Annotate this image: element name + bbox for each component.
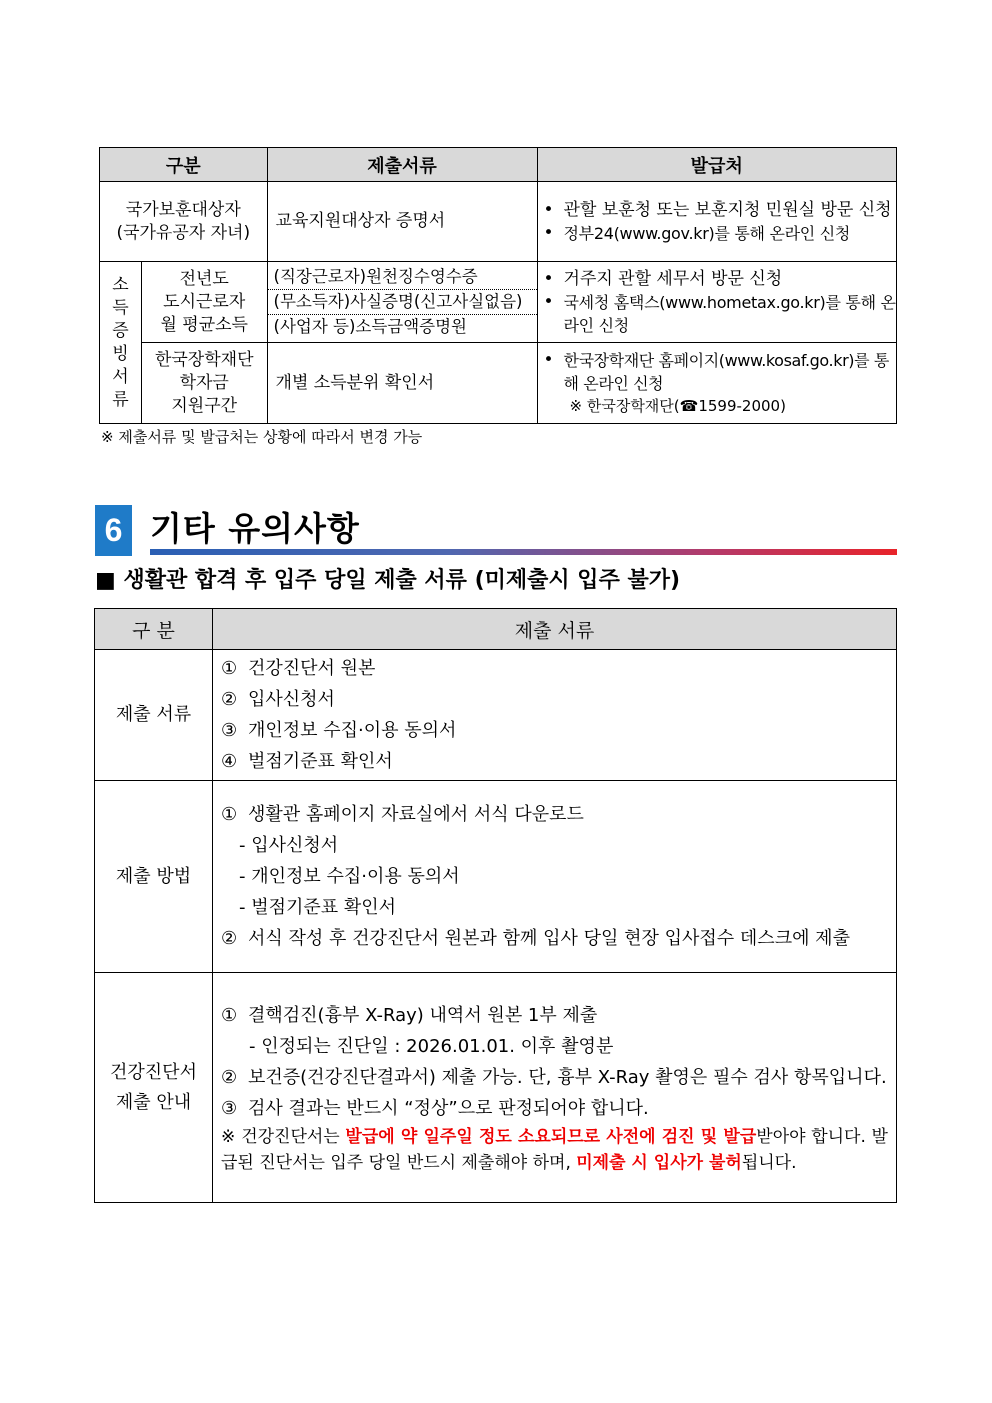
table1-note: ※ 제출서류 및 발급처는 상황에 따라서 변경 가능 [101,428,423,446]
group-char: 빙 [112,343,129,364]
list-item: ① 생활관 홈페이지 자료실에서 서식 다운로드 [221,804,584,825]
issuer-item: 국세청 홈택스(www.hometax.go.kr)를 통해 온라인 신청 [563,292,896,335]
list-item: ② 입사신청서 [221,689,335,710]
category-line: 지원구간 [171,395,238,416]
income-documents-table [99,147,897,424]
header-category: 구분 [100,148,268,182]
row-label: 제출 서류 [95,650,213,781]
list-item: ④ 벌점기준표 확인서 [221,751,393,772]
notice-warning: 발급에 약 일주일 정도 소요되므로 사전에 검진 및 발급 [345,1126,757,1147]
row3-document: 개별 소득분위 확인서 [267,343,537,424]
issuer-item: 정부24(www.gov.kr)를 통해 온라인 신청 [563,223,851,243]
header-issuer: 발급처 [537,148,896,182]
submit-documents-list [213,650,897,781]
category-line: 한국장학재단 [154,349,254,370]
section-title: 기타 유의사항 [150,509,360,548]
list-item: ② 서식 작성 후 건강진단서 원본과 함께 입사 당일 현장 입사접수 데스크에 제출 [221,928,850,949]
row3-issuer: • 한국장학재단 홈페이지(www.kosaf.go.kr)를 통해 온라인 신청 ※ 한국장학재단(☎1599-2000) [537,343,896,424]
issuer-item: 거주지 관할 세무서 방문 신청 [563,268,783,289]
category-line: 도시근로자 [163,291,246,312]
list-item: ① 결핵검진(흉부 X-Ray) 내역서 원본 1부 제출 [221,1004,598,1026]
notice-text: 됩니다. [741,1152,797,1173]
section-number: 6 [95,505,132,556]
label-line: 건강진단서 [110,1061,197,1083]
row-label [95,973,213,1203]
income-proof-group-label [100,262,142,424]
list-item: ③ 개인정보 수집·이용 동의서 [221,720,457,741]
sub-item: - 입사신청서 [239,835,339,856]
category-line: 학자금 [179,372,229,393]
move-in-documents-table [94,608,897,1203]
document-item: (사업자 등)소득금액증명원 [273,317,467,336]
row1-document: 교육지원대상자 증명서 [267,182,537,262]
row-label: 제출 방법 [95,781,213,973]
header-document: 제출서류 [267,148,537,182]
group-char: 증 [112,320,129,341]
health-certificate-guide [213,973,897,1203]
row1-issuer: • 관할 보훈청 또는 보훈지청 민원실 방문 신청 • 정부24(www.gov.kr)를 통해 온라인 신청 [537,182,896,262]
header-documents: 제출 서류 [213,609,897,650]
group-char: 서 [112,366,129,387]
row2-issuer: • 거주지 관할 세무서 방문 신청 • 국세청 홈택스(www.hometax.go.kr)를 통해 온라인 신청 [537,262,896,343]
sub-item: - 개인정보 수집·이용 동의서 [239,866,460,887]
group-char: 류 [112,389,129,410]
label-line: 제출 안내 [115,1091,192,1113]
header-category: 구 분 [95,609,213,650]
list-item: ② 보건증(건강진단결과서) 제출 가능. 단, 흉부 X-Ray 촬영은 필수 검사 항목입니다. [221,1066,887,1088]
document-item: (직장근로자)원천징수영수증 [268,265,537,290]
document-item: (무소득자)사실증명(신고사실없음) [268,290,537,315]
row2-category [141,262,267,343]
list-item: ① 건강진단서 원본 [221,658,376,679]
section-subtitle: ■ 생활관 합격 후 입주 당일 제출 서류 (미제출시 입주 불가) [95,568,681,593]
issuer-item: 한국장학재단 홈페이지(www.kosaf.go.kr)를 통해 온라인 신청 [563,350,889,393]
notice-text: 받아야 합니다. 발급된 진단서는 입주 당일 반드시 제출해야 하며, [221,1126,888,1173]
group-char: 소 [112,274,129,295]
category-line: 월 평균소득 [160,314,248,335]
list-item: ③ 검사 결과는 반드시 “정상”으로 판정되어야 합니다. [221,1097,649,1119]
contact-line: ※ 한국장학재단(☎1599-2000) [569,396,786,415]
section-underline [150,549,897,555]
issuer-item: 관할 보훈청 또는 보훈지청 민원실 방문 신청 [563,199,892,220]
submit-method-list [213,781,897,973]
category-line: (국가유공자 자녀) [116,222,251,243]
sub-item: - 인정되는 진단일 : 2026.01.01. 이후 촬영분 [249,1035,614,1057]
row1-category [100,182,268,262]
row3-category [141,343,267,424]
category-line: 전년도 [179,268,229,289]
row2-documents [267,262,537,343]
notice-text: ※ 건강진단서는 [221,1126,346,1147]
notice-warning: 미제출 시 입사가 불허 [576,1152,742,1173]
notice [221,1124,888,1176]
group-char: 득 [112,297,129,318]
sub-item: - 벌점기준표 확인서 [239,897,397,918]
category-line: 국가보훈대상자 [125,199,241,220]
